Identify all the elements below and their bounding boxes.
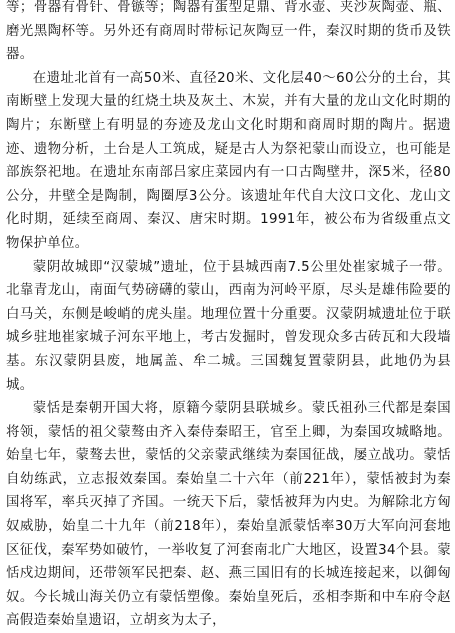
paragraph-meng-tian: 蒙恬是秦朝开国大将，原籍今蒙阴县联城乡。蒙氏祖孙三代都是秦国将领，蒙恬的祖父蒙骜由齐入秦侍秦昭王，官至上卿，为秦国攻城略地。始皇七年，蒙骜去世，蒙恬的父亲蒙武继续为秦国征战，屡立战功。蒙恬自幼练武，立志报效秦国。秦始皇二十六年（前221年），蒙恬被封为秦国将军，率兵灭掉了齐国。一统天下后，蒙恬被拜为内史。为解除北方匈奴威胁，始皇二十九年（前218年），秦始皇派蒙恬率30万大军向河套地区征伐，秦军势如破竹，一举收复了河套南北广大地区，设置34个县。蒙恬戍边期间，还带领军民把秦、赵、燕三国旧有的长城连接起来，以御匈奴。今长城山海关仍立有蒙恬塑像。秦始皇死后，丞相李斯和中车府令赵高假造秦始皇遗诏，立胡亥为太子， xyxy=(6,401,451,629)
paragraph-artifacts: 等；骨器有骨针、骨镞等；陶器有蛋型足鼎、背水壶、夹沙灰陶壶、瓶、磨光黑陶杯等。另外还有商周时带标记灰陶豆一件，秦汉时期的货币及铁器。 xyxy=(6,0,451,63)
paragraph-mengyin-old-city: 蒙阴故城即“汉蒙城”遗址，位于县城西南7.5公里处崔家城子一带。北靠青龙山，南面气势磅礴的蒙山，西南为河岭平原，尽头是雄伟险要的白马关，东侧是峻峭的虎头崖。地理位置十分重要。汉蒙阴城遗址位于联城乡驻地崔家城子河东平地上，考古发掘时，曾发现众多古砖瓦和大段墙基。东汉蒙阴县废，地属盖、牟二城。三国魏复置蒙阴县，此地仍为县城。 xyxy=(6,259,451,393)
paragraph-earthen-platform: 在遗址北首有一高50米、直径20米、文化层40～60公分的土台，其南断壁上发现大量的红烧土块及灰土、木炭，并有大量的龙山文化时期的陶片；东断壁上有明显的夯迹及龙山文化时期和商周时期的陶片。据遗迹、遗物分析，土台是人工筑成，疑是古人为祭祀蒙山而设立，也可能是部族祭祀地。在遗址东南部吕家庄菜园内有一口古陶壁井，深5米，径80公分，井壁全是陶制，陶圈厚3公分。该遗址年代自大汶口文化、龙山文化时期，延续至商周、秦汉、唐宋时期。1991年，被公布为省级重点文物保护单位。 xyxy=(6,70,451,251)
